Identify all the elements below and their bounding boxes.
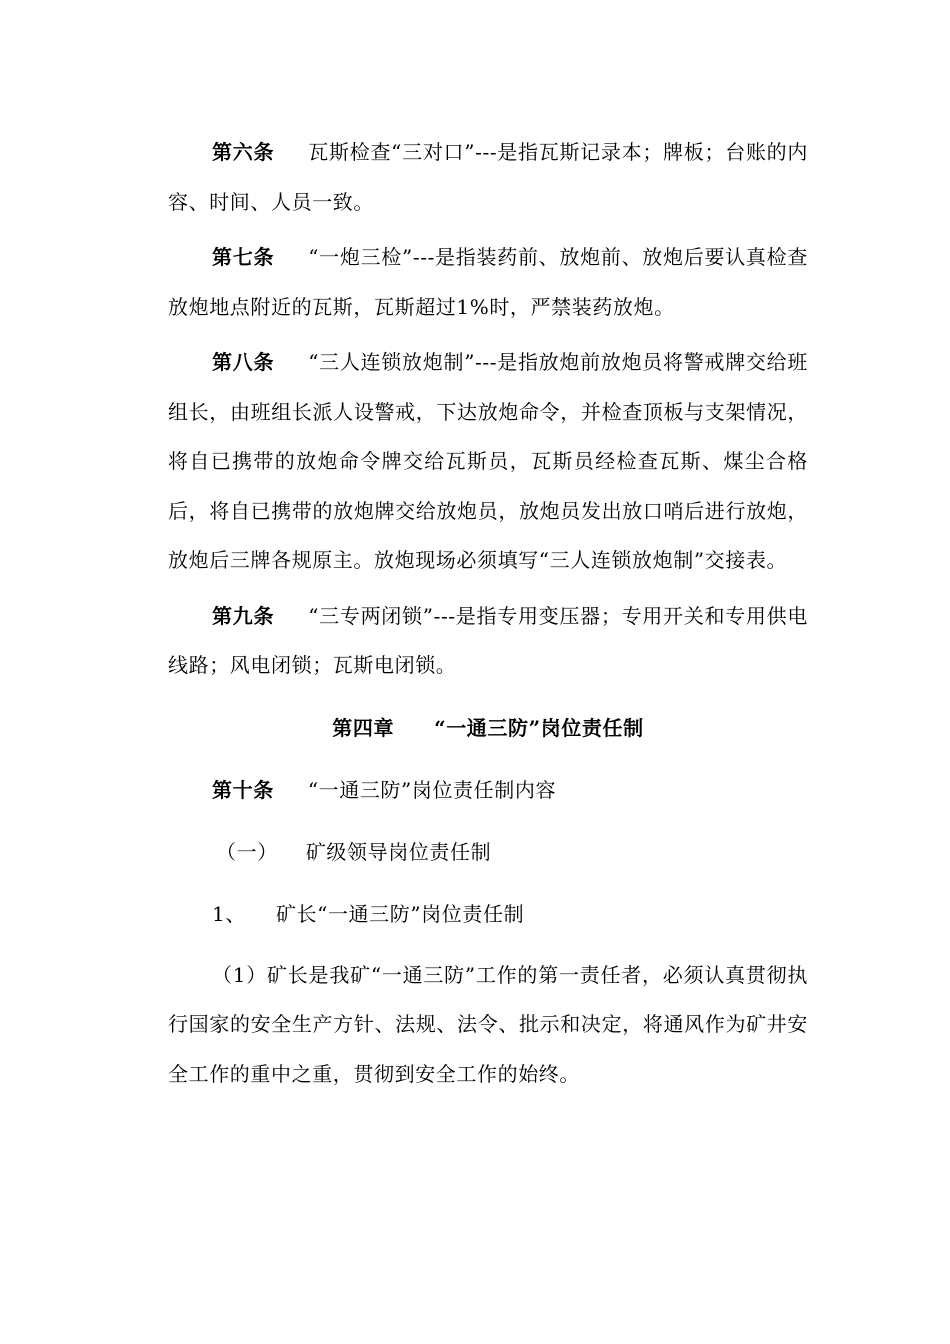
article-8-label: 第八条 [212, 350, 275, 374]
article-8-text: “三人连锁放炮制”---是指放炮前放炮员将警戒牌交给班组长，由班组长派人设警戒，下达放炮命令，并检查顶板与支架情况，将自已携带的放炮命令牌交给瓦斯员，瓦斯员经检查瓦斯、煤尘合格后，将自已携带的放炮牌交给放炮员，放炮员发出放口哨后进行放炮，放炮后三牌各规原主。放炮现场必须填写“三人连锁放炮制”交接表。 [168, 350, 808, 572]
item-1-text: 矿长“一通三防”岗位责任制 [275, 901, 525, 926]
section-1-text: 矿级领导岗位责任制 [305, 839, 492, 864]
chapter-title: “一通三防”岗位责任制 [434, 715, 644, 740]
chapter-label: 第四章 [332, 715, 395, 740]
chapter-heading [168, 703, 808, 753]
article-9-text: “三专两闭锁”---是指专用变压器；专用开关和专用供电线路；风电闭锁；瓦斯电闭锁。 [168, 603, 808, 677]
document-body [168, 128, 808, 1099]
article-7 [168, 233, 808, 332]
article-6 [168, 128, 808, 227]
article-6-text: 瓦斯检查“三对口”---是指瓦斯记录本；牌板；台账的内容、时间、人员一致。 [168, 140, 808, 214]
item-1 [168, 889, 808, 939]
article-10 [168, 765, 808, 815]
article-10-text: “一通三防”岗位责任制内容 [307, 777, 557, 802]
article-9 [168, 592, 808, 691]
article-6-label: 第六条 [212, 140, 275, 164]
article-7-label: 第七条 [212, 245, 275, 269]
article-10-label: 第十条 [212, 777, 274, 802]
article-7-text: “一炮三检”---是指装药前、放炮前、放炮后要认真检查放炮地点附近的瓦斯，瓦斯超过1%时，严禁装药放炮。 [168, 245, 808, 319]
item-1-label: 1、 [212, 901, 246, 926]
clause-1-text: （1）矿长是我矿“一通三防”工作的第一责任者，必须认真贯彻执行国家的安全生产方针、法规、法令、批示和决定，将通风作为矿井安全工作的重中之重，贯彻到安全工作的始终。 [168, 962, 808, 1086]
section-1-label: （一） [216, 839, 278, 864]
clause-1 [168, 951, 808, 1100]
section-1 [168, 827, 808, 877]
article-9-label: 第九条 [212, 603, 275, 628]
article-8 [168, 338, 808, 586]
